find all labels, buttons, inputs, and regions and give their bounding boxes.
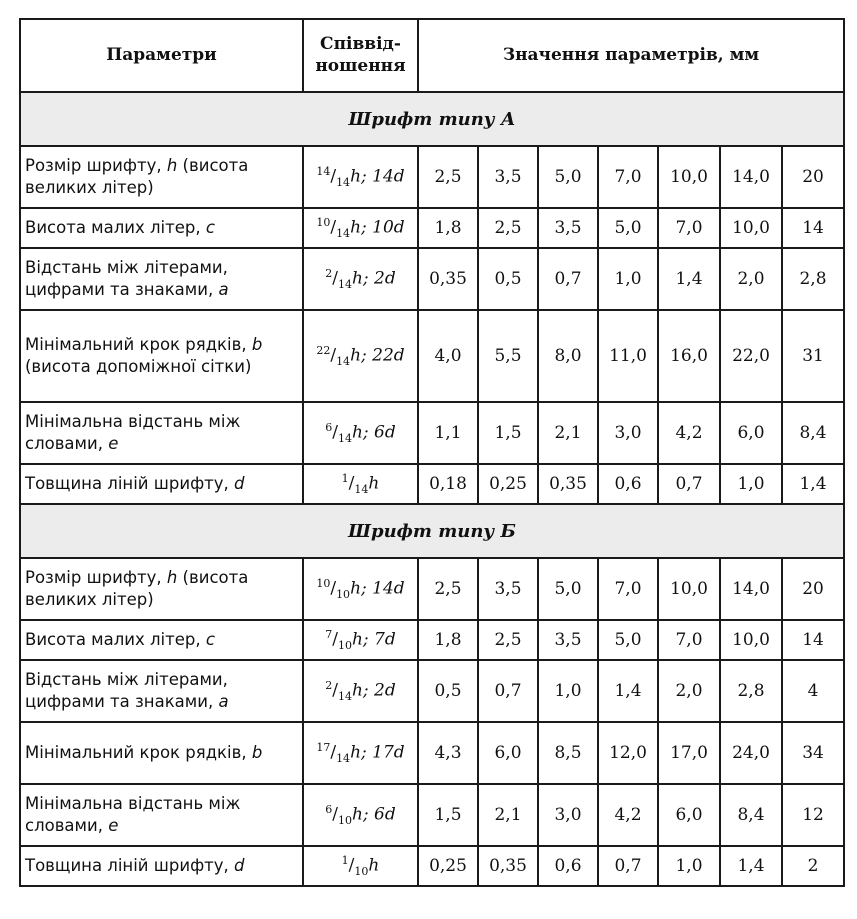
- table-row: [20, 310, 844, 402]
- ratio-numerator: 1: [341, 471, 349, 485]
- value-cell: 10,0: [658, 146, 720, 208]
- parameter-label: Розмір шрифту,: [25, 567, 167, 587]
- ratio-slash: /: [330, 166, 337, 187]
- value-cell: 8,4: [782, 402, 844, 464]
- ratio-numerator: 22: [316, 343, 331, 357]
- ratio-numerator: 6: [325, 420, 333, 434]
- value-cell: 1,8: [418, 208, 478, 248]
- value-cell: 14: [782, 208, 844, 248]
- value-cell: 7,0: [658, 208, 720, 248]
- ratio-expression: h; 10d: [350, 217, 405, 238]
- parameter-name: [20, 208, 303, 248]
- parameters-table: [19, 18, 845, 887]
- ratio-denominator: 10: [337, 639, 352, 653]
- value-cell: 0,6: [538, 846, 598, 886]
- table-row: [20, 558, 844, 620]
- parameter-name: [20, 146, 303, 208]
- parameter-name: [20, 464, 303, 504]
- ratio-expression: h; 6d: [351, 422, 396, 443]
- value-cell: 0,7: [478, 660, 538, 722]
- parameter-label: Товщина ліній шрифту,: [25, 473, 235, 493]
- parameter-symbol: c: [205, 217, 215, 237]
- section-title: Шрифт типу Б: [20, 504, 844, 558]
- parameter-label: Відстань між літерами, цифрами та знаками,: [25, 257, 228, 299]
- header-ratio-line2: ношення: [315, 55, 406, 76]
- table-row: [20, 784, 844, 846]
- value-cell: 2,5: [478, 620, 538, 660]
- ratio-expression: h; 7d: [351, 629, 396, 650]
- parameter-name: [20, 784, 303, 846]
- value-cell: 22,0: [720, 310, 782, 402]
- ratio-numerator: 7: [325, 627, 333, 641]
- ratio-slash: /: [348, 473, 355, 494]
- ratio-denominator: 10: [337, 814, 352, 828]
- value-cell: 7,0: [658, 620, 720, 660]
- ratio-numerator: 17: [316, 740, 331, 754]
- parameter-symbol: b: [251, 742, 263, 762]
- value-cell: 0,35: [478, 846, 538, 886]
- table-row: [20, 464, 844, 504]
- value-cell: 0,25: [478, 464, 538, 504]
- value-cell: 2,0: [658, 660, 720, 722]
- ratio-denominator: 14: [354, 483, 369, 497]
- ratio-expression: h; 17d: [350, 742, 405, 763]
- value-cell: 5,0: [538, 558, 598, 620]
- ratio-slash: /: [332, 268, 338, 289]
- value-cell: 7,0: [598, 558, 658, 620]
- value-cell: 0,7: [598, 846, 658, 886]
- parameter-symbol: e: [108, 816, 119, 835]
- ratio-slash: /: [332, 422, 338, 443]
- parameter-label: Мінімальний крок рядків,: [25, 334, 252, 354]
- value-cell: 1,0: [538, 660, 598, 722]
- parameter-symbol: e: [108, 434, 119, 453]
- ratio-slash: /: [330, 742, 337, 763]
- value-cell: 14,0: [720, 558, 782, 620]
- parameter-label: Мінімальний крок рядків,: [25, 742, 252, 762]
- value-cell: 0,5: [418, 660, 478, 722]
- value-cell: 1,1: [418, 402, 478, 464]
- value-cell: 6,0: [478, 722, 538, 784]
- value-cell: 4,0: [418, 310, 478, 402]
- ratio-numerator: 10: [316, 215, 331, 229]
- ratio-expression: h; 14d: [350, 166, 405, 187]
- value-cell: 16,0: [658, 310, 720, 402]
- value-cell: 1,4: [782, 464, 844, 504]
- parameter-symbol: c: [205, 629, 215, 649]
- parameter-symbol: a: [218, 280, 229, 299]
- ratio-denominator: 14: [336, 752, 351, 766]
- value-cell: 0,25: [418, 846, 478, 886]
- parameter-label: Висота малих літер,: [25, 629, 206, 649]
- value-cell: 1,8: [418, 620, 478, 660]
- ratio-denominator: 10: [354, 865, 369, 879]
- value-cell: 20: [782, 146, 844, 208]
- value-cell: 2,8: [720, 660, 782, 722]
- value-cell: 10,0: [658, 558, 720, 620]
- value-cell: 3,5: [478, 558, 538, 620]
- ratio-expression: h; 2d: [351, 268, 396, 289]
- parameter-label: Мінімальна відстань між словами,: [25, 411, 241, 453]
- value-cell: 2,5: [478, 208, 538, 248]
- ratio-cell: [303, 146, 418, 208]
- header-row: [20, 19, 844, 92]
- ratio-cell: [303, 620, 418, 660]
- ratio-cell: [303, 464, 418, 504]
- parameter-name: [20, 310, 303, 402]
- value-cell: 14,0: [720, 146, 782, 208]
- value-cell: 1,5: [418, 784, 478, 846]
- value-cell: 5,5: [478, 310, 538, 402]
- ratio-slash: /: [330, 345, 337, 366]
- value-cell: 8,4: [720, 784, 782, 846]
- parameter-symbol: d: [234, 473, 245, 493]
- value-cell: 2,5: [418, 558, 478, 620]
- value-cell: 4: [782, 660, 844, 722]
- value-cell: 10,0: [720, 620, 782, 660]
- value-cell: 3,5: [478, 146, 538, 208]
- parameter-name: [20, 248, 303, 310]
- value-cell: 24,0: [720, 722, 782, 784]
- value-cell: 14: [782, 620, 844, 660]
- header-params: Параметри: [20, 19, 303, 92]
- value-cell: 2,1: [538, 402, 598, 464]
- section-header-row: [20, 504, 844, 558]
- ratio-denominator: 14: [336, 355, 351, 369]
- parameter-label: Розмір шрифту,: [25, 155, 167, 175]
- value-cell: 0,6: [598, 464, 658, 504]
- ratio-cell: [303, 722, 418, 784]
- ratio-numerator: 1: [341, 853, 349, 867]
- value-cell: 2: [782, 846, 844, 886]
- value-cell: 3,5: [538, 208, 598, 248]
- value-cell: 34: [782, 722, 844, 784]
- ratio-denominator: 14: [336, 176, 351, 190]
- ratio-cell: [303, 558, 418, 620]
- parameter-symbol: h: [166, 567, 178, 587]
- value-cell: 8,0: [538, 310, 598, 402]
- ratio-expression: h; 2d: [351, 680, 396, 701]
- value-cell: 1,0: [658, 846, 720, 886]
- value-cell: 17,0: [658, 722, 720, 784]
- ratio-slash: /: [332, 804, 338, 825]
- ratio-cell: [303, 310, 418, 402]
- value-cell: 7,0: [598, 146, 658, 208]
- ratio-expression: h: [368, 855, 380, 876]
- ratio-denominator: 14: [337, 432, 352, 446]
- ratio-expression: h; 22d: [350, 345, 405, 366]
- ratio-cell: [303, 846, 418, 886]
- ratio-numerator: 2: [325, 678, 333, 692]
- ratio-slash: /: [330, 217, 337, 238]
- value-cell: 0,35: [418, 248, 478, 310]
- ratio-slash: /: [330, 578, 337, 599]
- header-ratio-line1: Співвід-: [320, 34, 401, 55]
- value-cell: 12,0: [598, 722, 658, 784]
- parameter-symbol: a: [218, 692, 229, 711]
- parameter-label: Відстань між літерами, цифрами та знаками,: [25, 669, 228, 711]
- parameter-name: [20, 846, 303, 886]
- value-cell: 1,5: [478, 402, 538, 464]
- value-cell: 6,0: [658, 784, 720, 846]
- value-cell: 0,35: [538, 464, 598, 504]
- table-row: [20, 846, 844, 886]
- table-row: [20, 208, 844, 248]
- ratio-numerator: 2: [325, 266, 333, 280]
- section-title: Шрифт типу А: [20, 92, 844, 146]
- value-cell: 2,5: [418, 146, 478, 208]
- table-row: [20, 722, 844, 784]
- value-cell: 5,0: [598, 208, 658, 248]
- value-cell: 3,0: [598, 402, 658, 464]
- parameter-note: (висота допоміжної сітки): [25, 357, 252, 376]
- table-row: [20, 660, 844, 722]
- value-cell: 1,4: [658, 248, 720, 310]
- ratio-cell: [303, 402, 418, 464]
- parameter-label: Товщина ліній шрифту,: [25, 855, 235, 875]
- ratio-numerator: 10: [316, 576, 331, 590]
- value-cell: 1,0: [598, 248, 658, 310]
- value-cell: 4,3: [418, 722, 478, 784]
- value-cell: 2,8: [782, 248, 844, 310]
- parameter-note: (висота великих літер): [25, 155, 249, 197]
- value-cell: 6,0: [720, 402, 782, 464]
- value-cell: 0,7: [658, 464, 720, 504]
- value-cell: 12: [782, 784, 844, 846]
- parameter-symbol: h: [166, 155, 178, 175]
- parameter-name: [20, 660, 303, 722]
- value-cell: 31: [782, 310, 844, 402]
- ratio-denominator: 14: [336, 227, 351, 241]
- value-cell: 0,7: [538, 248, 598, 310]
- parameter-symbol: d: [234, 855, 245, 875]
- ratio-slash: /: [332, 680, 338, 701]
- table-body: [20, 92, 844, 886]
- header-ratio: [303, 19, 418, 92]
- value-cell: 5,0: [598, 620, 658, 660]
- value-cell: 3,5: [538, 620, 598, 660]
- ratio-expression: h; 14d: [350, 578, 405, 599]
- value-cell: 0,18: [418, 464, 478, 504]
- table-row: [20, 248, 844, 310]
- value-cell: 20: [782, 558, 844, 620]
- value-cell: 2,0: [720, 248, 782, 310]
- value-cell: 11,0: [598, 310, 658, 402]
- parameter-name: [20, 722, 303, 784]
- parameter-symbol: b: [251, 334, 263, 354]
- parameter-name: [20, 558, 303, 620]
- parameter-name: [20, 402, 303, 464]
- ratio-numerator: 6: [325, 802, 333, 816]
- value-cell: 1,4: [598, 660, 658, 722]
- ratio-denominator: 10: [336, 588, 351, 602]
- value-cell: 5,0: [538, 146, 598, 208]
- parameter-label: Мінімальна відстань між словами,: [25, 793, 241, 835]
- ratio-slash: /: [348, 855, 355, 876]
- value-cell: 4,2: [658, 402, 720, 464]
- ratio-slash: /: [332, 629, 338, 650]
- value-cell: 10,0: [720, 208, 782, 248]
- table-row: [20, 146, 844, 208]
- value-cell: 1,4: [720, 846, 782, 886]
- value-cell: 8,5: [538, 722, 598, 784]
- value-cell: 0,5: [478, 248, 538, 310]
- ratio-cell: [303, 248, 418, 310]
- ratio-denominator: 14: [337, 690, 352, 704]
- table-row: [20, 402, 844, 464]
- ratio-cell: [303, 784, 418, 846]
- ratio-expression: h: [368, 473, 380, 494]
- parameter-note: (висота великих літер): [25, 567, 249, 609]
- ratio-cell: [303, 208, 418, 248]
- ratio-denominator: 14: [337, 278, 352, 292]
- parameter-name: [20, 620, 303, 660]
- value-cell: 1,0: [720, 464, 782, 504]
- ratio-cell: [303, 660, 418, 722]
- value-cell: 3,0: [538, 784, 598, 846]
- table-row: [20, 620, 844, 660]
- parameter-label: Висота малих літер,: [25, 217, 206, 237]
- header-values: Значення параметрів, мм: [418, 19, 844, 92]
- section-header-row: [20, 92, 844, 146]
- value-cell: 2,1: [478, 784, 538, 846]
- ratio-expression: h; 6d: [351, 804, 396, 825]
- value-cell: 4,2: [598, 784, 658, 846]
- ratio-numerator: 14: [316, 164, 331, 178]
